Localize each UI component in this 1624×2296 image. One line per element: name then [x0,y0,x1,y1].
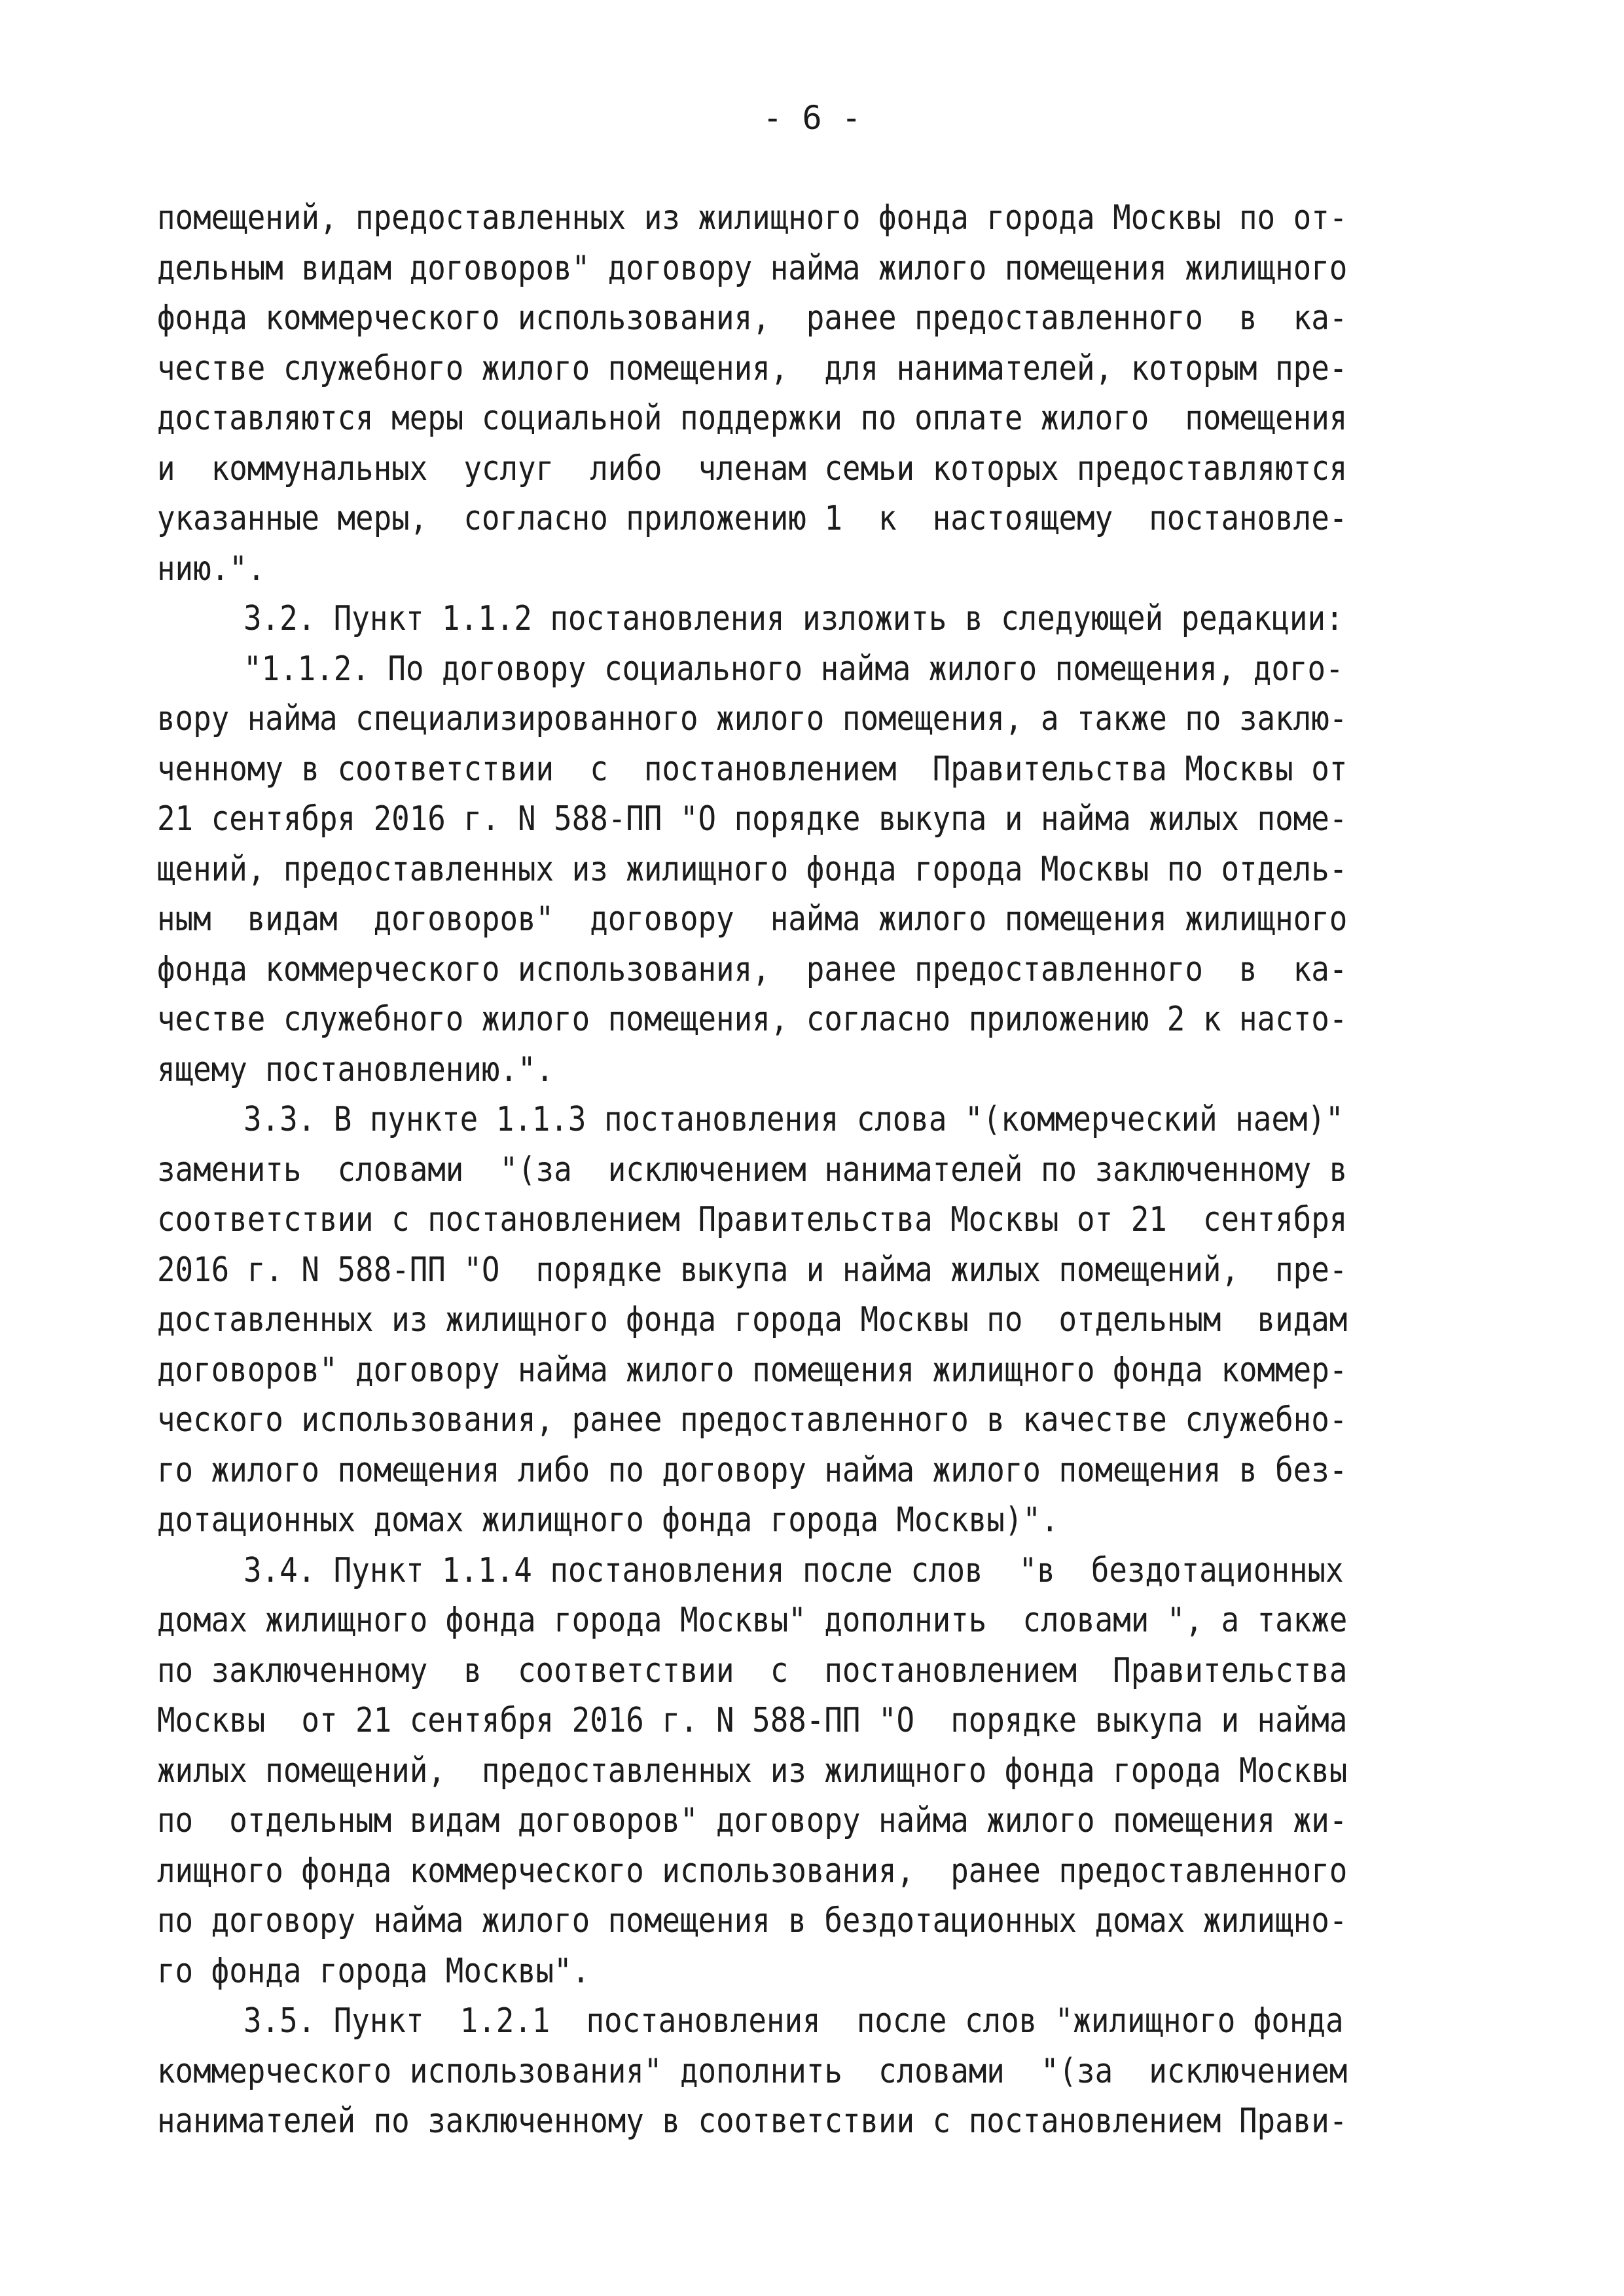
text-line: нанимателей по заключенному в соответствии с постановлением Прави- [157,2102,1348,2141]
text-line: 2016 г. N 588-ПП "О порядке выкупа и найма жилых помещений, пре- [157,1250,1348,1290]
text-line: ческого использования, ранее предоставленного в качестве служебно- [157,1400,1348,1440]
text-line: щений, предоставленных из жилищного фонда города Москвы по отдель- [157,849,1348,889]
text-line: го жилого помещения либо по договору найма жилого помещения в без- [157,1450,1348,1490]
text-line: договоров" договору найма жилого помещения жилищного фонда коммер- [157,1350,1348,1390]
document-body [157,193,1473,2147]
text-line: честве служебного жилого помещения, для нанимателей, которым пре- [157,348,1348,388]
text-line: заменить словами "(за исключением нанимателей по заключенному в [157,1150,1348,1190]
text-line: дотационных домах жилищного фонда города Москвы)". [157,1501,1059,1540]
text-line: по заключенному в соответствии с постановлением Правительства [157,1650,1348,1690]
text-line: "1.1.2. По договору социального найма жилого помещения, дого- [244,649,1344,689]
text-line: 3.3. В пункте 1.1.3 постановления слова "(коммерческий наем)" [244,1100,1344,1139]
text-line: 3.4. Пункт 1.1.4 постановления после слов "в бездотационных [244,1550,1344,1590]
text-line: честве служебного жилого помещения, согласно приложению 2 к насто- [157,1000,1348,1039]
text-line: по отдельным видам договоров" договору найма жилого помещения жи- [157,1801,1348,1840]
text-line: 3.2. Пункт 1.1.2 постановления изложить в следующей редакции: [244,599,1344,638]
text-line: нию.". [157,549,266,589]
text-line: ным видам договоров" договору найма жилого помещения жилищного [157,900,1348,939]
text-line: 21 сентября 2016 г. N 588-ПП "О порядке выкупа и найма жилых поме- [157,799,1348,839]
text-line: доставляются меры социальной поддержки по оплате жилого помещения [157,399,1348,438]
text-line: лищного фонда коммерческого использования, ранее предоставленного [157,1851,1348,1891]
text-line: указанные меры, согласно приложению 1 к настоящему постановле- [157,499,1348,538]
text-line: помещений, предоставленных из жилищного фонда города Москвы по от- [157,198,1348,238]
text-line: дельным видам договоров" договору найма жилого помещения жилищного [157,248,1348,288]
text-line: вору найма специализированного жилого помещения, а также по заклю- [157,699,1348,738]
text-line: коммерческого использования" дополнить словами "(за исключением [157,2051,1348,2091]
text-line: 3.5. Пункт 1.2.1 постановления после слов "жилищного фонда [244,2001,1344,2041]
text-line: соответствии с постановлением Правительства Москвы от 21 сентября [157,1200,1348,1239]
text-line: фонда коммерческого использования, ранее предоставленного в ка- [157,949,1348,989]
text-line: и коммунальных услуг либо членам семьи которых предоставляются [157,448,1348,488]
text-line: жилых помещений, предоставленных из жилищного фонда города Москвы [157,1751,1348,1791]
text-line: по договору найма жилого помещения в бездотационных домах жилищно- [157,1901,1348,1941]
text-line: фонда коммерческого использования, ранее предоставленного в ка- [157,299,1348,338]
text-line: го фонда города Москвы". [157,1951,590,1991]
text-line: домах жилищного фонда города Москвы" дополнить словами ", а также [157,1601,1348,1640]
page-number: - 6 - [763,99,861,137]
text-line: доставленных из жилищного фонда города Москвы по отдельным видам [157,1300,1348,1339]
text-line: Москвы от 21 сентября 2016 г. N 588-ПП "О порядке выкупа и найма [157,1701,1348,1740]
text-line: ящему постановлению.". [157,1049,554,1089]
text-line: ченному в соответствии с постановлением Правительства Москвы от [157,749,1348,789]
